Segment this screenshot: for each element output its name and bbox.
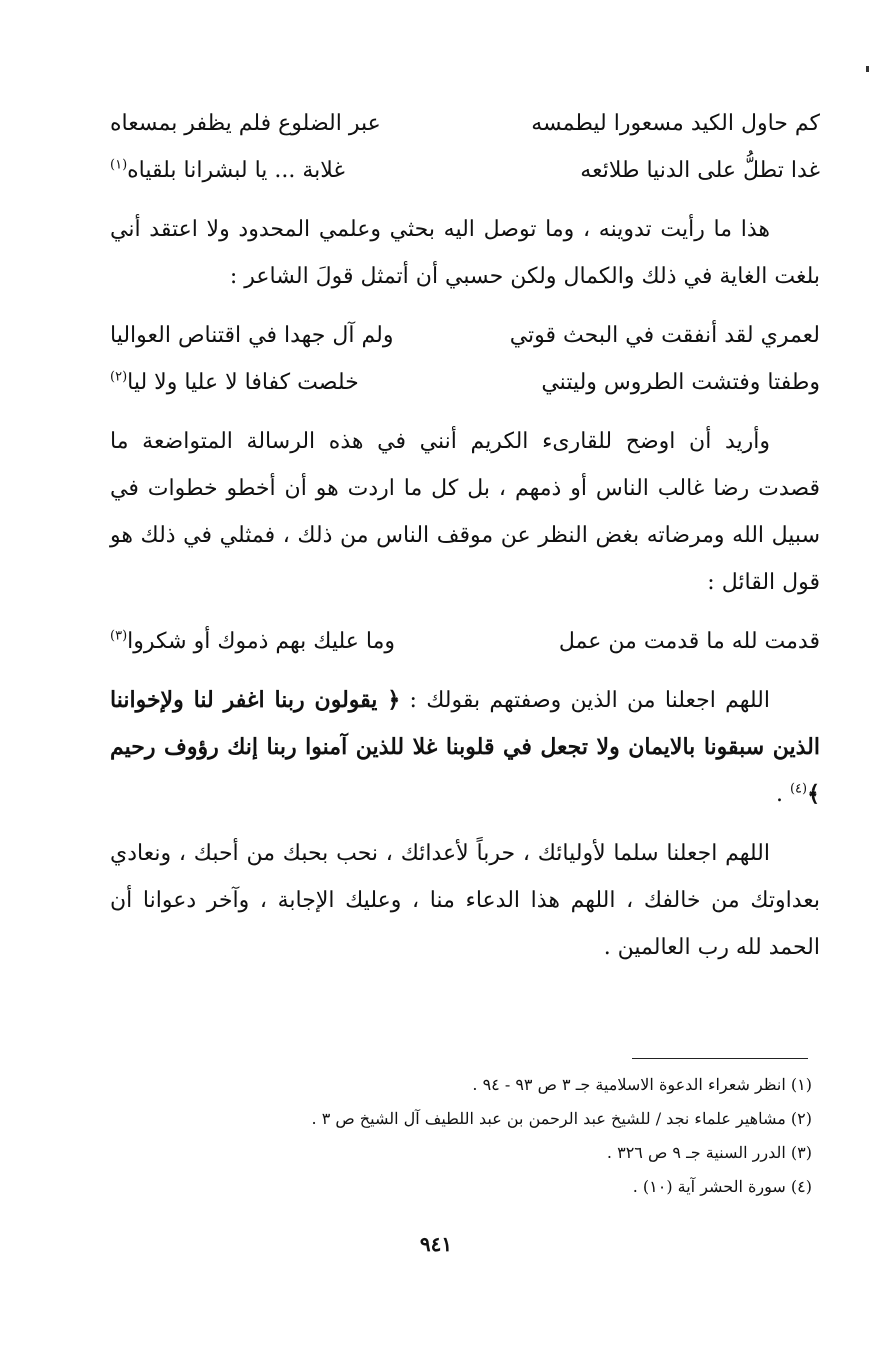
- page-number: ٩٤١: [419, 1232, 453, 1256]
- scan-edge-mark: [866, 66, 869, 72]
- verse-text: وما عليك بهم ذموك أو شكروا: [127, 629, 395, 654]
- footnote: (٣) الدرر السنية جـ ٩ ص ٣٢٦ .: [606, 1143, 812, 1162]
- footnote-marker: (٤): [789, 781, 808, 797]
- verse-line: [110, 100, 820, 147]
- verse-line: [110, 312, 820, 359]
- verse-hemistich-right: كم حاول الكيد مسعورا ليطمسه: [531, 111, 820, 136]
- verse-hemistich-left: عبر الضلوع فلم يظفر بمسعاه: [110, 111, 381, 136]
- verse-hemistich-left: [110, 359, 359, 406]
- footnote: (٢) مشاهير علماء نجد / للشيخ عبد الرحمن بن عبد اللطيف آل الشيخ ص ٣ .: [311, 1109, 812, 1128]
- footnote: (٤) سورة الحشر آية (١٠) .: [632, 1177, 812, 1196]
- verse-hemistich-right: غدا تطلُّ على الدنيا طلائعه: [580, 158, 820, 183]
- paragraph-intro: اللهم اجعلنا من الذين وصفتهم بقولك :: [400, 688, 770, 713]
- verse-line: [110, 618, 820, 665]
- verse-hemistich-right: قدمت لله ما قدمت من عمل: [558, 629, 820, 654]
- main-text: [110, 100, 820, 971]
- paragraph: هذا ما رأيت تدوينه ، وما توصل اليه بحثي وعلمي المحدود ولا اعتقد أني بلغت الغاية في ذلك والكمال ولكن حسبي أن أتمثل قولَ الشاعر :: [110, 217, 820, 289]
- verse-text: غلابة ... يا لبشرانا بلقياه: [127, 158, 345, 183]
- footnote-marker: (٣): [110, 628, 128, 644]
- footnote-marker: (٢): [110, 369, 128, 385]
- footnote-divider: [632, 1058, 808, 1059]
- footnote: (١) انظر شعراء الدعوة الاسلامية جـ ٣ ص ٩٣ - ٩٤ .: [472, 1075, 812, 1094]
- verse-hemistich-left: ولم آل جهدا في اقتناص العواليا: [110, 323, 394, 348]
- paragraph: وأريد أن اوضح للقارىء الكريم أنني في هذه الرسالة المتواضعة ما قصدت رضا غالب الناس أو ذمهم ، بل كل ما اردت هو أن أخطو خطوات في سبيل الله ومرضاته بغض النظر عن موقف الناس من ذلك ، فمثلي في ذلك هو قول القائل :: [110, 429, 820, 595]
- paragraph: [110, 677, 820, 818]
- footnote-marker: (١): [110, 157, 128, 173]
- verse-text: خلصت كفافا لا عليا ولا ليا: [127, 370, 359, 395]
- verse-hemistich-right: وطفتا وفتشت الطروس وليتني: [541, 370, 820, 395]
- paragraph: اللهم اجعلنا سلما لأوليائك ، حرباً لأعدائك ، نحب بحبك من أحبك ، ونعادي بعداوتك من خالفك ، اللهم هذا الدعاء منا ، وعليك الإجابة ، وآخر دعوانا أن الحمد لله رب العالمين .: [110, 841, 820, 960]
- quran-quote: ﴿ يقولون ربنا اغفر لنا ولإخواننا الذين سبقونا بالايمان ولا تجعل في قلوبنا غلا للذين آمنوا ربنا إنك رؤوف رحيم ﴾: [110, 687, 820, 807]
- footnotes: [180, 1068, 812, 1204]
- verse-hemistich-right: لعمري لقد أنفقت في البحث قوتي: [509, 323, 820, 348]
- verse-line: [110, 147, 820, 194]
- verse-line: [110, 359, 820, 406]
- verse-hemistich-left: [110, 618, 395, 665]
- verse-hemistich-left: [110, 147, 345, 194]
- paragraph-end: .: [775, 782, 790, 807]
